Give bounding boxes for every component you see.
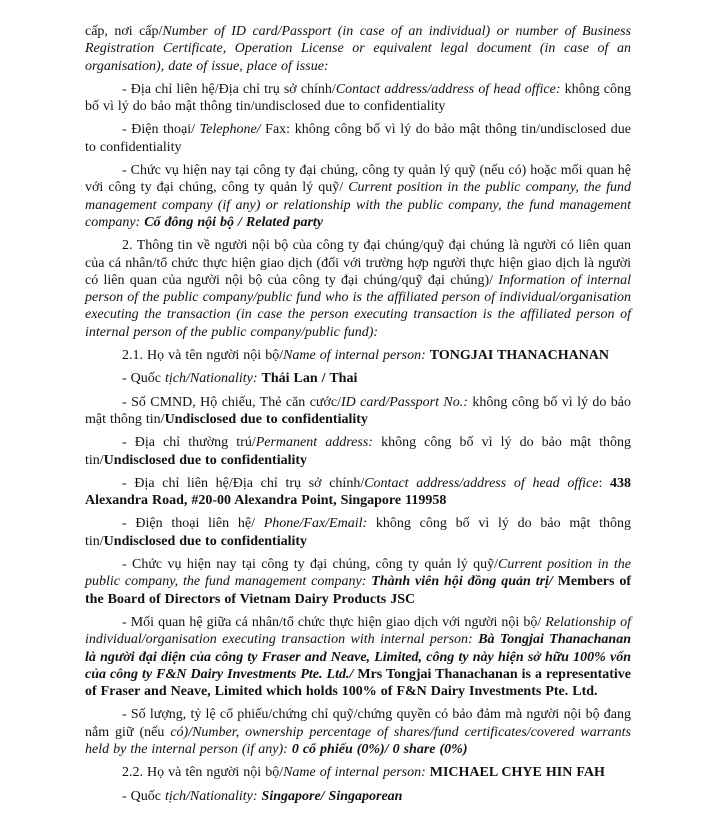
paragraph bbox=[85, 121, 631, 156]
text-run: 2.1. Họ và tên người nội bộ/ bbox=[122, 348, 284, 364]
text-run: Cổ đông nội bộ / Related party bbox=[144, 214, 323, 230]
paragraph bbox=[85, 764, 631, 781]
text-run: - Chức vụ hiện nay tại công ty đại chúng, công ty quản lý quỹ/ bbox=[122, 557, 499, 573]
paragraph bbox=[85, 706, 631, 758]
text-run: - Điện thoại/ bbox=[122, 122, 200, 138]
text-run: Relationship of individual/organisation executing transaction with internal person: bbox=[85, 614, 631, 648]
paragraph bbox=[85, 237, 631, 341]
text-run: Members of the Board of Directors of Vietnam Dairy Products JSC bbox=[85, 574, 631, 607]
paragraph bbox=[85, 81, 631, 116]
text-run: Number of ID card/Passport (in case of an individual) or number of Business Registration Certificate, Operation License or equivalent legal document (in case of an organisation), date of issue, place of issue: bbox=[85, 24, 632, 74]
text-run: Current position in the public company, the fund management company (if any) or relationship with the public company, the fund management company: bbox=[85, 180, 632, 230]
text-run: - Điện thoại liên hệ/ bbox=[122, 516, 264, 532]
text-run: Fax: không công bố vì lý do bảo mật thông tin/undisclosed due to confidentiality bbox=[85, 122, 632, 155]
text-run: Telephone/ bbox=[199, 122, 261, 138]
text-run: cấp, nơi cấp/ bbox=[85, 24, 163, 39]
text-run: - Chức vụ hiện nay tại công ty đại chúng, công ty quản lý quỹ (nếu có) hoặc mối quan hệ với công ty đại chúng, công ty quản lý quỹ/ bbox=[85, 163, 631, 196]
text-run: 2.2. Họ và tên người nội bộ/ bbox=[122, 765, 284, 781]
document-body bbox=[85, 23, 631, 805]
text-run: Thành viên hội đồng quản trị/ bbox=[371, 574, 558, 590]
text-run: Bà Tongjai Thanachanan là người đại diện của công ty Fraser and Neave, Limited, công ty này hiện sở hữu 100% vốn của công ty F&N Dairy Investments Pte. Ltd./ bbox=[85, 632, 631, 682]
text-run: Undisclosed due to confidentiality bbox=[164, 411, 368, 427]
text-run: - Quốc bbox=[122, 788, 165, 804]
text-run: - Số lượng, tỷ lệ cổ phiếu/chứng chỉ quỹ/chứng quyền có bảo đảm mà người nội bộ đang nắm giữ (nếu bbox=[85, 707, 631, 740]
text-run: Name of internal person: bbox=[283, 348, 430, 364]
text-run: Thái Lan / Thai bbox=[261, 371, 358, 387]
text-run: ID card/Passport No.: bbox=[341, 394, 473, 410]
text-run: Phone/Fax/Email: bbox=[263, 516, 376, 532]
text-run: - Mối quan hệ giữa cá nhân/tổ chức thực hiện giao dịch với người nội bộ/ bbox=[122, 614, 546, 630]
text-run: 0 cổ phiếu (0%)/ 0 share (0%) bbox=[291, 741, 468, 757]
document-page bbox=[85, 23, 631, 811]
paragraph bbox=[85, 434, 631, 469]
paragraph bbox=[85, 347, 631, 364]
paragraph bbox=[85, 788, 631, 805]
paragraph bbox=[85, 394, 631, 429]
text-run: tịch/Nationality: bbox=[165, 788, 262, 804]
paragraph bbox=[85, 614, 631, 700]
text-run: MICHAEL CHYE HIN FAH bbox=[429, 765, 605, 781]
text-run: - Quốc bbox=[122, 371, 165, 387]
paragraph bbox=[85, 475, 631, 510]
text-run: Contact address/address of head office: bbox=[335, 81, 561, 97]
text-run: TONGJAI THANACHANAN bbox=[429, 348, 610, 364]
paragraph bbox=[85, 556, 631, 608]
paragraph bbox=[85, 370, 631, 387]
text-run: - Địa chỉ thường trú/ bbox=[122, 435, 256, 451]
paragraph bbox=[85, 162, 631, 231]
text-run: tịch/Nationality: bbox=[165, 371, 262, 387]
text-run: 438 Alexandra Road, #20-00 Alexandra Point, Singapore 119958 bbox=[85, 475, 632, 509]
text-run: có)/Number, ownership percentage of shares/fund certificates/covered warrants held by the internal person (if any): bbox=[85, 724, 631, 757]
text-run: Mrs Tongjai Thanachanan is a representative of Fraser and Neave, Limited which holds 100% of F&N Dairy Investments Pte. Ltd. bbox=[85, 666, 631, 700]
paragraph bbox=[85, 23, 631, 75]
text-run: 2. Thông tin về người nội bộ của công ty đại chúng/quỹ đại chúng là người có liên quan của cá nhân/tổ chức thực hiện giao dịch (đối với trường hợp người thực hiện giao dịch là người có liên quan của người nội bộ của công ty đại chúng/quỹ đại chúng)/ bbox=[85, 238, 631, 288]
text-run: Contact address/address of head office bbox=[364, 475, 599, 491]
text-run: Current position in the public company, the fund management company: bbox=[85, 557, 631, 590]
text-run: Undisclosed due to confidentiality bbox=[103, 452, 308, 468]
text-run: Singapore/ Singaporean bbox=[261, 788, 403, 804]
text-run: không công bố vì lý do bảo mật thông tin/ bbox=[85, 394, 631, 427]
text-run: - Số CMND, Hộ chiếu, Thẻ căn cước/ bbox=[122, 394, 341, 410]
text-run: : bbox=[598, 475, 611, 491]
text-run: không công bố vì lý do bảo mật thông tin/ bbox=[85, 516, 632, 549]
text-run: Information of internal person of the public company/public fund who is the affiliated person of individual/organisation executing the transaction (in case the person executing transaction is the affiliated person of internal person of the public company/public fund): bbox=[85, 272, 631, 340]
paragraph bbox=[85, 515, 631, 550]
text-run: Name of internal person: bbox=[283, 765, 430, 781]
text-run: - Địa chỉ liên hệ/Địa chỉ trụ sở chính/ bbox=[122, 475, 365, 491]
text-run: Undisclosed due to confidentiality bbox=[103, 533, 308, 549]
text-run: Permanent address: bbox=[255, 435, 382, 451]
text-run: - Địa chỉ liên hệ/Địa chỉ trụ sở chính/ bbox=[122, 81, 336, 97]
text-run: không công bố vì lý do bảo mật thông tin/undisclosed due to confidentiality bbox=[85, 81, 631, 115]
text-run: không công bố vì lý do bảo mật thông tin/ bbox=[85, 435, 631, 468]
